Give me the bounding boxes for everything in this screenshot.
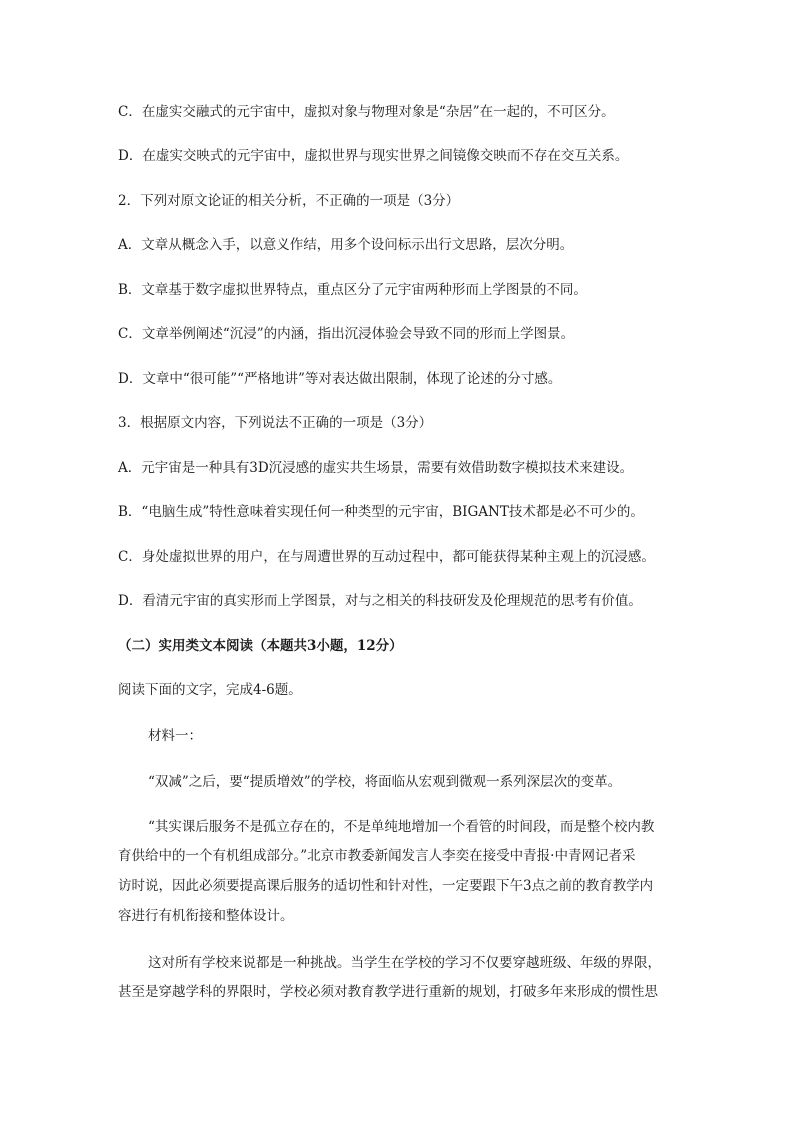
paragraph-2-line-3: 访时说，因此必须要提高课后服务的适切性和针对性，一定要跟下午3点之前的教育教学内 — [118, 878, 654, 894]
option-d-q1: D．在虚实交映式的元宇宙中，虚拟世界与现实世界之间镜像交映而不存在交互关系。 — [118, 148, 629, 164]
instruction-line: 阅读下面的文字，完成4-6题。 — [118, 682, 302, 698]
paragraph-2-line-1: “其实课后服务不是孤立存在的，不是单纯地增加一个看管的时间段，而是整个校内教 — [148, 819, 655, 835]
material-label: 材料一： — [148, 728, 202, 744]
question-3: 3．根据原文内容，下列说法不正确的一项是（3分） — [118, 415, 433, 431]
option-c-q3: C．身处虚拟世界的用户，在与周遭世界的互动过程中，都可能获得某种主观上的沉浸感。 — [118, 549, 655, 565]
paragraph-2-line-4: 容进行有机衔接和整体设计。 — [118, 908, 294, 924]
section-heading: （二）实用类文本阅读（本题共3小题，12分） — [118, 638, 403, 654]
option-c-q2: C．文章举例阐述“沉浸”的内涵，指出沉浸体验会导致不同的形而上学图景。 — [118, 326, 575, 342]
option-a-q2: A．文章从概念入手，以意义作结，用多个设问标示出行文思路，层次分明。 — [118, 237, 574, 253]
paragraph-2-line-2: 育供给中的一个有机组成部分。”北京市教委新闻发言人李奕在接受中青报·中青网记者采 — [118, 848, 636, 864]
paragraph-3-line-1: 这对所有学校来说都是一种挑战。当学生在学校的学习不仅要穿越班级、年级的界限， — [148, 955, 661, 971]
option-d-q2: D．文章中“很可能”“严格地讲”等对表达做出限制，体现了论述的分寸感。 — [118, 371, 562, 387]
option-d-q3: D．看清元宇宙的真实形而上学图景，对与之相关的科技研发及伦理规范的思考有价值。 — [118, 593, 642, 609]
option-b-q3: B．“电脑生成”特性意味着实现任何一种类型的元宇宙，BIGANT技术都是必不可少的。 — [118, 504, 644, 520]
paragraph-3-line-2: 甚至是穿越学科的界限时，学校必须对教育教学进行重新的规划，打破多年来形成的惯性思 — [118, 984, 658, 1000]
option-b-q2: B．文章基于数字虚拟世界特点，重点区分了元宇宙两种形而上学图景的不同。 — [118, 282, 587, 298]
question-2: 2．下列对原文论证的相关分析，不正确的一项是（3分） — [118, 193, 460, 209]
option-a-q3: A．元宇宙是一种具有3D沉浸感的虚实共生场景，需要有效借助数字模拟技术来建设。 — [118, 460, 634, 476]
paragraph-1: “双减”之后，要“提质增效”的学校，将面临从宏观到微观一系列深层次的变革。 — [148, 774, 622, 790]
option-c-q1: C．在虚实交融式的元宇宙中，虚拟对象与物理对象是“杂居”在一起的，不可区分。 — [118, 104, 615, 120]
